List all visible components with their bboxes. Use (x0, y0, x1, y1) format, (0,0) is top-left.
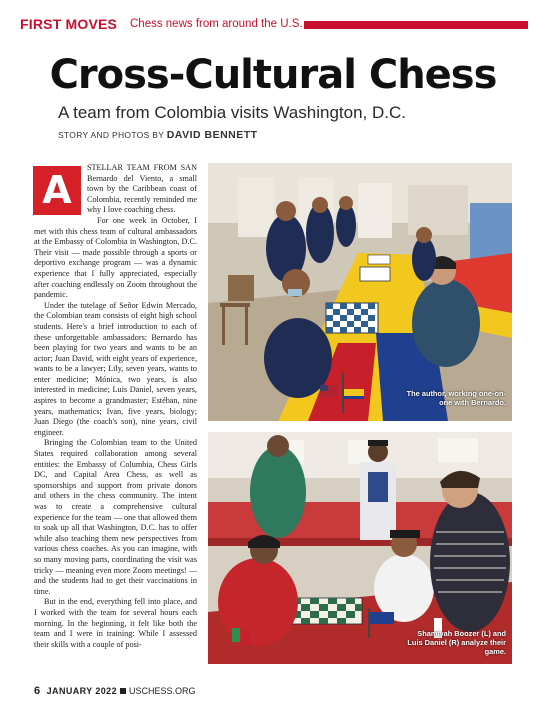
header-rule (304, 21, 528, 29)
paragraph: STELLAR TEAM FROM SAN Bernardo del Viento, a small town by the Caribbean coast of Colombia, recently reminded me why I love coaching chess. (87, 163, 197, 215)
article-dek: A team from Colombia visits Washington, D.C. (58, 103, 406, 122)
page-number: 6 (34, 685, 41, 697)
photo-caption: Shamiyah Boozer (L) and Luis Daniel (R) analyze their game. (407, 629, 506, 656)
section-label: FIRST MOVES (20, 16, 118, 32)
photo-team-at-embassy (208, 163, 512, 421)
article-title: Cross-Cultural Chess (49, 52, 497, 98)
byline (58, 129, 258, 141)
section-subtitle: Chess news from around the U.S. (130, 18, 303, 30)
paragraph: Bringing the Colombian team to the United States required collaboration among several entities: the Embassy of Columbia, Chess Girls DC, and Capital Area Chess, as well as sponsorships and support from private donors and others in the chess community. The intent was to create a comprehensive cultural experience for the team — one that allowed them to soak up all that Washington, D.C. has to offer while also teaching them new perspectives from various chess coaches. As you can imagine, with so many moving parts, coordinating the visit was tricky — meaning even more Zoom meetings! — and the students had to get their vaccinations in time. (34, 438, 197, 596)
byline-author: DAVID BENNETT (166, 129, 258, 141)
paragraph: But in the end, everything fell into place, and I worked with the team for several hours each morning. In the beginning, it felt like both the team and I were in training: While I assessed their skills with a couple of posi- (34, 597, 197, 649)
paragraph: Under the tutelage of Señor Edwin Mercado, the Colombian team consists of eight high school students. Here's a brief introduction to each of these unforgettable ambassadors: Bernardo has been playing for two years and wants to be an actor; Juan David, with eight years of experience, wants to be a lawyer; Lily, seven years, wants to enter medicine; Mónica, two years, is also interested in medicine; Luis Daniel, seven years, aspires to become a grandmaster; Estéban, nine years, mathematics; Ivan, five years, biology; Juan Diego (the coach's son), nine years, civil engineer. (34, 300, 197, 437)
footer-separator (120, 688, 126, 694)
photo-caption: The author, working one-on-one with Bernardo. (406, 389, 506, 407)
paragraph: For one week in October, I met with this chess team of cultural ambassadors at the Embassy of Colombia in Washington, D.C. Their visit — made possible through a sports or deportivo exchange program — was a dynamic experience that I fully appreciated, especially after coaching endlessly on Zoom throughout the pandemic. (34, 215, 197, 300)
footer-site: USCHESS.ORG (128, 686, 196, 696)
issue-date: JANUARY 2022 (46, 686, 117, 696)
article-body (34, 163, 197, 663)
photo-illustration (208, 163, 512, 421)
byline-prefix: STORY AND PHOTOS BY (58, 130, 165, 140)
drop-cap: A (33, 166, 81, 215)
photo-analyze-game (208, 432, 512, 664)
page-footer (34, 685, 196, 697)
